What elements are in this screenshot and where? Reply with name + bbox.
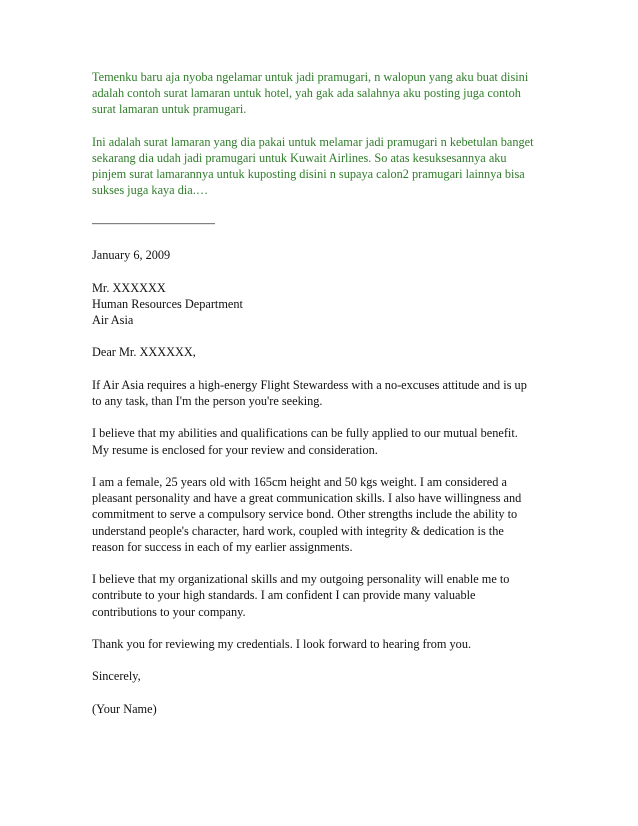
text-line: sukses juga kaya dia.… xyxy=(92,183,209,198)
text-line: reason for success in each of my earlier assignments. xyxy=(92,539,353,554)
text-line: contributions to your company. xyxy=(92,604,246,619)
body-paragraph-2 xyxy=(92,425,562,457)
body-paragraph-4 xyxy=(92,571,562,620)
text-line: contribute to your high standards. I am confident I can provide many valuable xyxy=(92,588,476,603)
divider-line: —————————— xyxy=(92,215,215,230)
text-line: If Air Asia requires a high-energy Flight Stewardess with a no-excuses attitude and is up xyxy=(92,377,527,392)
text-line: Temenku baru aja nyoba ngelamar untuk jadi pramugari, n walopun yang aku buat disini xyxy=(92,70,529,84)
text-line: understand people's character, hard work, coupled with integrity & dedication is the xyxy=(92,523,504,538)
recipient-department: Human Resources Department xyxy=(92,296,243,311)
recipient-company: Air Asia xyxy=(92,312,134,327)
body-paragraph-1 xyxy=(92,377,562,409)
text-line: adalah contoh surat lamaran untuk hotel, yah gak ada salahnya aku posting juga contoh xyxy=(92,86,521,101)
text-line: pleasant personality and have a great communication skills. I also have willingness and xyxy=(92,491,522,506)
text-line: sekarang dia udah jadi pramugari untuk Kuwait Airlines. So atas kesuksesannya aku xyxy=(92,151,507,165)
text-line: Thank you for reviewing my credentials. I look forward to hearing from you. xyxy=(92,636,472,651)
text-line: commitment to serve a compulsory service bond. Other strengths include the ability to xyxy=(92,507,518,522)
body-paragraph-5 xyxy=(92,636,562,652)
intro-paragraph-1 xyxy=(92,69,562,118)
text-line: to any task, than I'm the person you're seeking. xyxy=(92,393,323,408)
body-paragraph-3 xyxy=(92,474,562,555)
text-line: surat lamaran untuk pramugari. xyxy=(92,102,247,117)
recipient-name: Mr. XXXXXX xyxy=(92,280,166,295)
signature: (Your Name) xyxy=(92,701,157,716)
text-line: I am a female, 25 years old with 165cm height and 50 kgs weight. I am considered a xyxy=(92,474,507,489)
text-line: I believe that my abilities and qualifications can be fully applied to our mutual benefit. xyxy=(92,426,518,441)
text-line: I believe that my organizational skills and my outgoing personality will enable me to xyxy=(92,572,510,587)
document-page xyxy=(92,69,562,733)
recipient-block xyxy=(92,280,562,329)
text-line: My resume is enclosed for your review and consideration. xyxy=(92,442,378,457)
intro-paragraph-2 xyxy=(92,134,562,199)
letter-date: January 6, 2009 xyxy=(92,248,171,263)
closing: Sincerely, xyxy=(92,669,141,684)
text-line: Ini adalah surat lamaran yang dia pakai untuk melamar jadi pramugari n kebetulan banget xyxy=(92,134,534,149)
salutation: Dear Mr. XXXXXX, xyxy=(92,345,196,360)
text-line: pinjem surat lamarannya untuk kuposting disini n supaya calon2 pramugari lainnya bisa xyxy=(92,167,525,182)
